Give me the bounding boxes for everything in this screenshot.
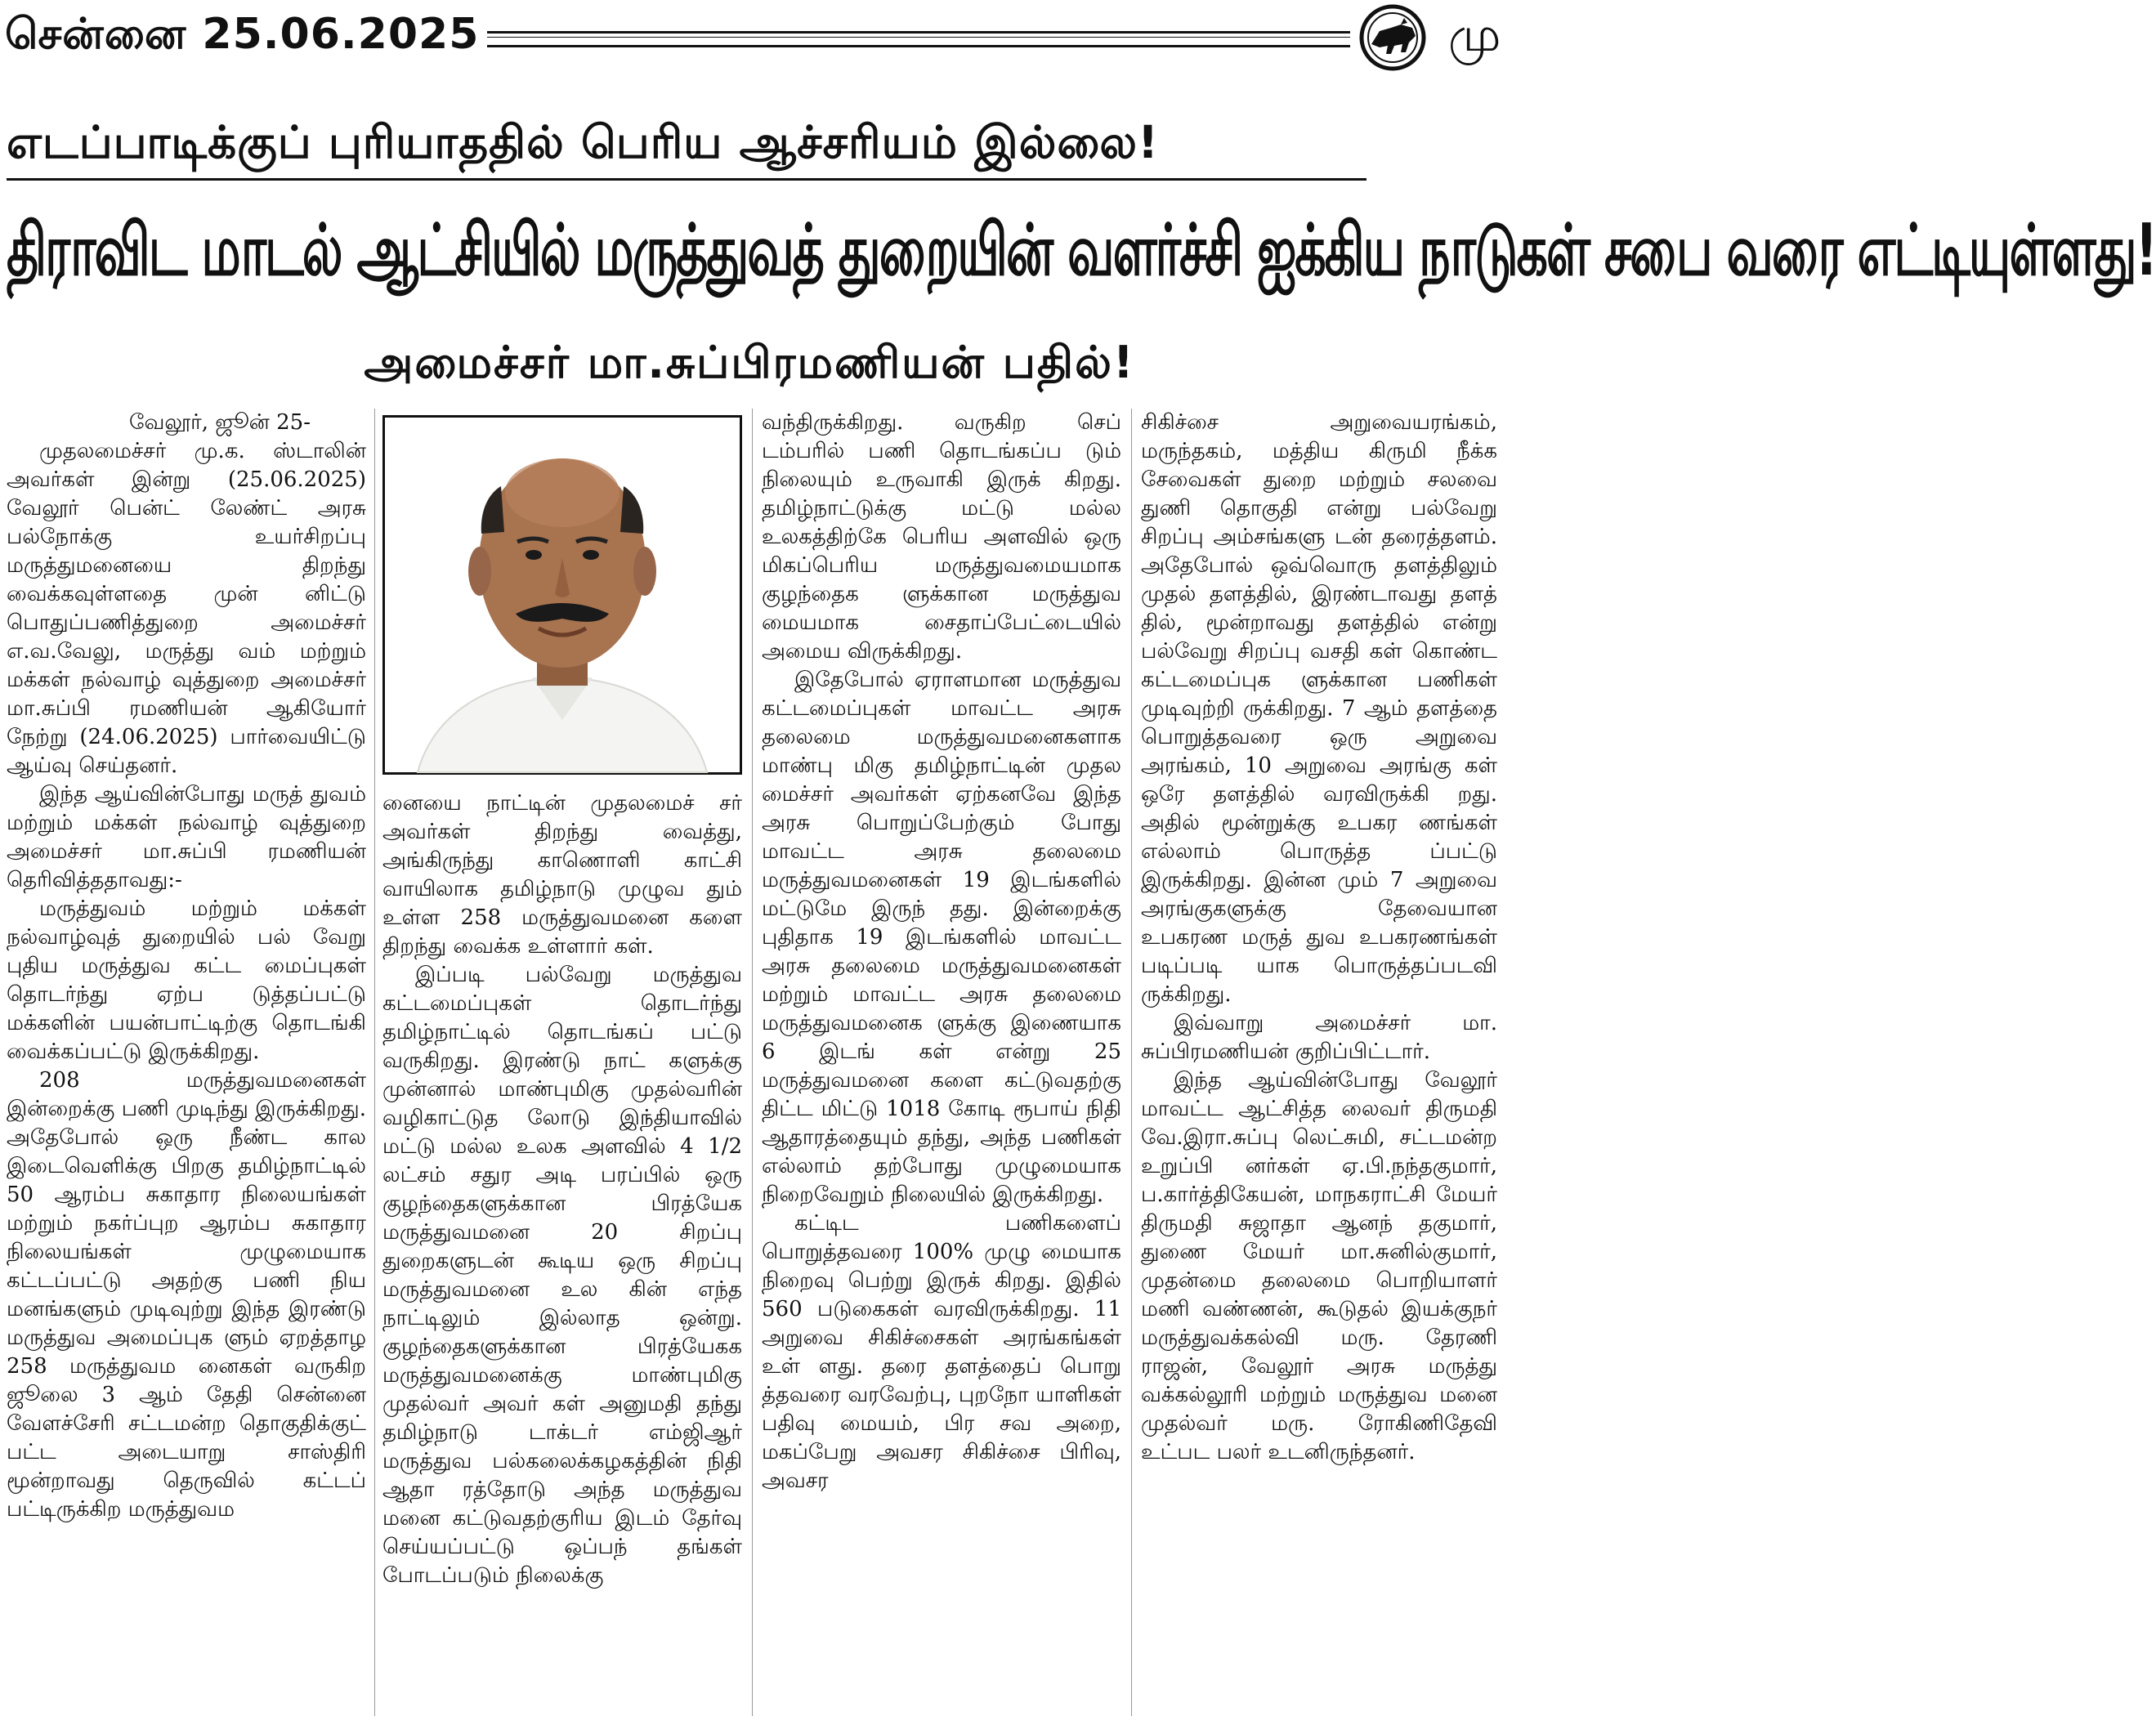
- article-paragraph: மருத்துவம் மற்றும் மக்கள் நல்வாழ்வுத் துறையில் பல் வேறு புதிய மருத்துவ கட்ட மைப்புகள் தொடர்ந்து ஏற்ப டுத்தப்பட்டு மக்களின் பயன்பாட்டிற்கு தொடங்கி வைக்கப்பட்டு இருக்கிறது.: [7, 896, 366, 1064]
- article-paragraph: இந்த ஆய்வின்போது வேலூர் மாவட்ட ஆட்சித்த லைவர் திருமதி வே.இரா.சுப்பு லெட்சுமி, சட்டமன்ற உறுப்பி னர்கள் ஏ.பி.நந்தகுமார், ப.கார்த்திகேயன், மாநகராட்சி மேயர் திருமதி சுஜாதா ஆனந் தகுமார், துணை மேயர் மா.சுனில்குமார், முதன்மை தலைமை பொறியாளர் மணி வண்ணன், கூடுதல் இயக்குநர் மருத்துவக்கல்வி மரு. தேரணி ராஜன், வேலூர் அரசு மருத்து வக்கல்லூரி மற்றும் மருத்துவ மனை முதல்வர் மரு. ரோகிணிதேவி உட்பட பலர் உடனிருந்தனர்.: [1141, 1068, 1497, 1464]
- article-paragraph: இவ்வாறு அமைச்சர் மா. சுப்பிரமணியன் குறிப்பிட்டார்.: [1141, 1011, 1497, 1064]
- article-column-4: [1141, 409, 1497, 1716]
- article-paragraph: சிகிச்சை அறுவையரங்கம், மருந்தகம், மத்திய கிருமி நீக்க சேவைகள் துறை மற்றும் சலவை துணி தொகுதி என்று பல்வேறு சிறப்பு அம்சங்களு டன் தரைத்தளம். அதேபோல் ஒவ்வொரு தளத்திலும் முதல் தளத்தில், இரண்டாவது தளத் தில், மூன்றாவது தளத்தில் என்று பல்வேறு சிறப்பு வசதி கள் கொண்ட கட்டமைப்புக ளுக்கான பணிகள் முடிவுற்றி ருக்கிறது. 7 ஆம் தளத்தை பொறுத்தவரை ஒரு அறுவை அரங்கம், 10 அறுவை அரங்கு கள் ஒரே தளத்தில் வரவிருக்கி றது. அதில் மூன்றுக்கு உபகர ணங்கள் எல்லாம் பொருத்த ப்பட்டு இருக்கிறது. இன்ன மும் 7 அறுவை அரங்குகளுக்கு தேவையான உபகரண மருத் துவ உபகரணங்கள் படிப்படி யாக பொருத்தப்படவி ருக்கிறது.: [1141, 410, 1497, 1007]
- main-headline: திராவிட மாடல் ஆட்சியில் மருத்துவத் துறையின் வளர்ச்சி ஐக்கிய நாடுகள் சபை வரை எட்டியுள்ளது!: [7, 209, 2156, 293]
- paper-name: மு: [1448, 7, 1501, 62]
- masthead: [0, 0, 1499, 82]
- rising-sun-emblem-icon: [1358, 3, 1427, 72]
- kicker-rule: [7, 178, 1367, 181]
- article-paragraph: முதலமைச்சர் மு.க. ஸ்டாலின் அவர்கள் இன்று (25.06.2025) வேலூர் பென்ட் லேண்ட் அரசு பல்நோக்கு உயர்சிறப்பு மருத்துமனையை திறந்து வைக்கவுள்ளதை முன் னிட்டு பொதுப்பணித்துறை அமைச்சர் எ.வ.வேலு, மருத்து வம் மற்றும் மக்கள் நல்வாழ் வுத்துறை அமைச்சர் மா.சுப்பி ரமணியன் ஆகியோர் நேற்று (24.06.2025) பார்வையிட்டு ஆய்வு செய்தனர்.: [7, 439, 366, 778]
- column-divider: [752, 409, 753, 1716]
- article-paragraph: இந்த ஆய்வின்போது மருத் துவம் மற்றும் மக்கள் நல்வாழ் வுத்துறை அமைச்சர் மா.சுப்பி ரமணியன் தெரிவித்ததாவது:-: [7, 782, 366, 892]
- article-paragraph: வந்திருக்கிறது. வருகிற செப் டம்பரில் பணி தொடங்கப்ப டும் நிலையும் உருவாகி இருக் கிறது. தமிழ்நாட்டுக்கு மட்டு மல்ல உலகத்திற்கே பெரிய அளவில் ஒரு மிகப்பெரிய மருத்துவமையமாக குழந்தைக ளுக்கான மருத்துவ மையமாக சைதாப்பேட்டையில் அமைய விருக்கிறது.: [762, 410, 1121, 664]
- edition-dateline: சென்னை 25.06.2025: [5, 10, 480, 59]
- article-column-1: [7, 409, 366, 1716]
- minister-photo: [382, 415, 742, 775]
- article-column-2: [382, 789, 742, 1716]
- article-paragraph: கட்டிட பணிகளைப் பொறுத்தவரை 100% முழு மையாக நிறைவு பெற்று இருக் கிறது. இதில் 560 படுகைகள் வரவிருக்கிறது. 11 அறுவை சிகிச்சைகள் அரங்கங்கள் உள் ளது. தரை தளத்தைப் பொறு த்தவரை வரவேற்பு, புறநோ யாளிகள் பதிவு மையம், பிர சவ அறை, மகப்பேறு அவசர சிகிச்சை பிரிவு, அவசர: [762, 1211, 1121, 1493]
- subheadline: அமைச்சர் மா.சுப்பிரமணியன் பதில்!: [364, 337, 1135, 388]
- article-paragraph: னையை நாட்டின் முதலமைச் சர் அவர்கள் திறந்து வைத்து, அங்கிருந்து காணொளி காட்சி வாயிலாக தமிழ்நாடு முழுவ தும் உள்ள 258 மருத்துவமனை களை திறந்து வைக்க உள்ளார் கள்.: [382, 791, 742, 959]
- minister-portrait-image: [385, 418, 740, 772]
- masthead-rule: [487, 31, 1350, 47]
- kicker-headline: எடப்பாடிக்குப் புரியாததில் பெரிய ஆச்சரியம் இல்லை!: [7, 116, 1160, 168]
- article-paragraph: 208 மருத்துவமனைகள் இன்றைக்கு பணி முடிந்து இருக்கிறது. அதேபோல் ஒரு நீண்ட கால இடைவெளிக்கு பிறகு தமிழ்நாட்டில் 50 ஆரம்ப சுகாதார நிலையங்கள் மற்றும் நகர்ப்புற ஆரம்ப சுகாதார நிலையங்கள் முழுமையாக கட்டப்பட்டு அதற்கு பணி நிய மனங்களும் முடிவுற்று இந்த இரண்டு மருத்துவ அமைப்புக ளும் ஏறத்தாழ 258 மருத்துவம னைகள் வருகிற ஜூலை 3 ஆம் தேதி சென்னை வேளச்சேரி சட்டமன்ற தொகுதிக்குட் பட்ட அடையாறு சாஸ்திரி மூன்றாவது தெருவில் கட்டப் பட்டிருக்கிற மருத்துவம: [7, 1068, 366, 1522]
- article-paragraph: இதேபோல் ஏராளமான மருத்துவ கட்டமைப்புகள் மாவட்ட அரசு தலைமை மருத்துவமனைகளாக மாண்பு மிகு தமிழ்நாட்டின் முதல மைச்சர் அவர்கள் ஏற்கனவே இந்த அரசு பொறுப்பேற்கும் போது மாவட்ட அரசு தலைமை மருத்துவமனைகள் 19 இடங்களில் மட்டுமே இருந் தது. இன்றைக்கு புதிதாக 19 இடங்களில் மாவட்ட அரசு தலைமை மருத்துவமனைகள் மற்றும் மாவட்ட அரசு தலைமை மருத்துவமனைக ளுக்கு இணையாக 6 இடங் கள் என்று 25 மருத்துவமனை களை கட்டுவதற்கு திட்ட மிட்டு 1018 கோடி ரூபாய் நிதி ஆதாரத்தையும் தந்து, அந்த பணிகள் எல்லாம் தற்போது முழுமையாக நிறைவேறும் நிலையில் இருக்கிறது.: [762, 668, 1121, 1207]
- article-paragraph: இப்படி பல்வேறு மருத்துவ கட்டமைப்புகள் தொடர்ந்து தமிழ்நாட்டில் தொடங்கப் பட்டு வருகிறது. இரண்டு நாட் களுக்கு முன்னால் மாண்புமிகு முதல்வரின் வழிகாட்டுத லோடு இந்தியாவில் மட்டு மல்ல உலக அளவில் 4 1/2 லட்சம் சதுர அடி பரப்பில் ஒரு குழந்தைகளுக்கான பிரத்யேக மருத்துவமனை 20 சிறப்பு துறைகளுடன் கூடிய ஒரு சிறப்பு மருத்துவமனை உல கின் எந்த நாட்டிலும் இல்லாத ஒன்று. குழந்தைகளுக்கான பிரத்யேகக மருத்துவமனைக்கு மாண்புமிகு முதல்வர் அவர் கள் அனுமதி தந்து தமிழ்நாடு டாக்டர் எம்ஜிஆர் மருத்துவ பல்கலைக்கழகத்தின் நிதி ஆதா ரத்தோடு அந்த மருத்துவ மனை கட்டுவதற்குரிய இடம் தேர்வு செய்யப்பட்டு ஒப்பந் தங்கள் போடப்படும் நிலைக்கு: [382, 963, 742, 1588]
- column-divider: [374, 409, 375, 1716]
- dateline: வேலூர், ஜூன் 25-: [129, 410, 311, 435]
- article-column-3: [762, 409, 1121, 1716]
- column-divider: [1131, 409, 1132, 1716]
